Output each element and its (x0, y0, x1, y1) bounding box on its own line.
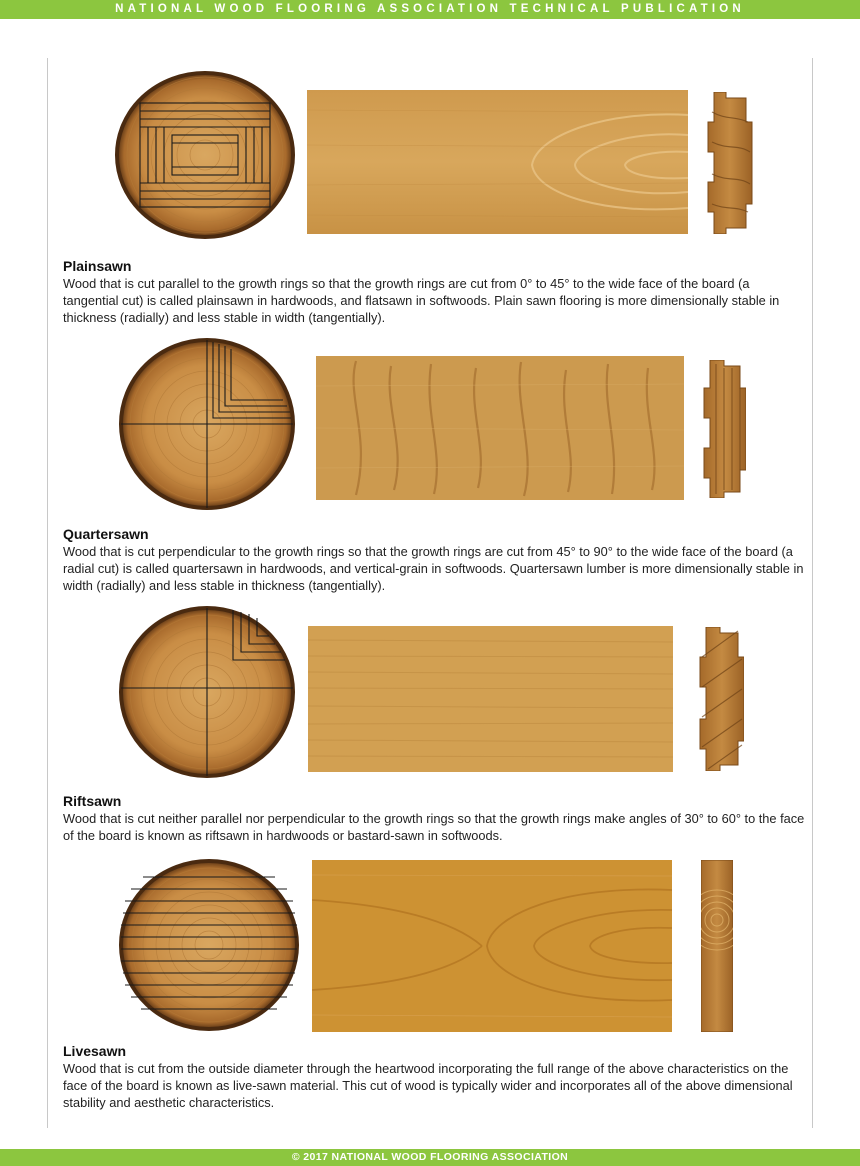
riftsawn-heading: Riftsawn (63, 793, 122, 809)
livesawn-description: Wood that is cut from the outside diameter through the heartwood incorporating the full range of the above characteristics on the face of the board is known as live-sawn material. This cut of wood is typically wider and incorporates all of the above dimensional stability and aesthetic characteristics. (63, 1061, 793, 1110)
frame-divider-right (812, 58, 813, 1128)
plainsawn-log-cross-section (110, 70, 300, 240)
riftsawn-board-face (308, 626, 673, 772)
livesawn-board-end-profile (701, 860, 733, 1032)
riftsawn-log-cross-section (115, 604, 300, 780)
footer-banner (0, 1149, 860, 1166)
plainsawn-board-face (307, 90, 688, 234)
header-title: NATIONAL WOOD FLOORING ASSOCIATION TECHNICAL PUBLICATION (115, 3, 745, 15)
livesawn-log-cross-section (115, 857, 303, 1033)
quartersawn-log-cross-section (115, 336, 300, 512)
quartersawn-description: Wood that is cut perpendicular to the growth rings so that the growth rings are cut from 45° to 90° to the wide face of the board (a radial cut) is called quartersawn in hardwoods, and vertical-grain in softwoods. Quartersawn lumber is more dimensionally stable in width (radially) and less stable in thickness (tangentially). (63, 544, 804, 593)
livesawn-heading: Livesawn (63, 1043, 127, 1059)
header-banner (0, 0, 860, 19)
plainsawn-board-end-profile (706, 92, 754, 234)
livesawn-board-face (312, 860, 672, 1032)
footer-copyright: © 2017 NATIONAL WOOD FLOORING ASSOCIATION (291, 1151, 569, 1163)
frame-divider-left (47, 58, 48, 1128)
quartersawn-board-end-profile (702, 360, 746, 498)
quartersawn-heading: Quartersawn (63, 526, 149, 542)
quartersawn-board-face (316, 356, 684, 500)
plainsawn-heading: Plainsawn (63, 258, 132, 274)
plainsawn-description: Wood that is cut parallel to the growth rings so that the growth rings are cut from 0° to 45° to the wide face of the board (a tangential cut) is called plainsawn in hardwoods, and flatsawn in softwoods. Plain sawn flooring is more dimensionally stable in thickness (radially) and less stable in width (tangentially). (63, 276, 780, 325)
riftsawn-board-end-profile (698, 627, 744, 771)
riftsawn-description: Wood that is cut neither parallel nor perpendicular to the growth rings so that the growth rings make angles of 30° to 60° to the face of the board is known as riftsawn in hardwoods or bastard-sawn in softwoods. (63, 811, 805, 843)
